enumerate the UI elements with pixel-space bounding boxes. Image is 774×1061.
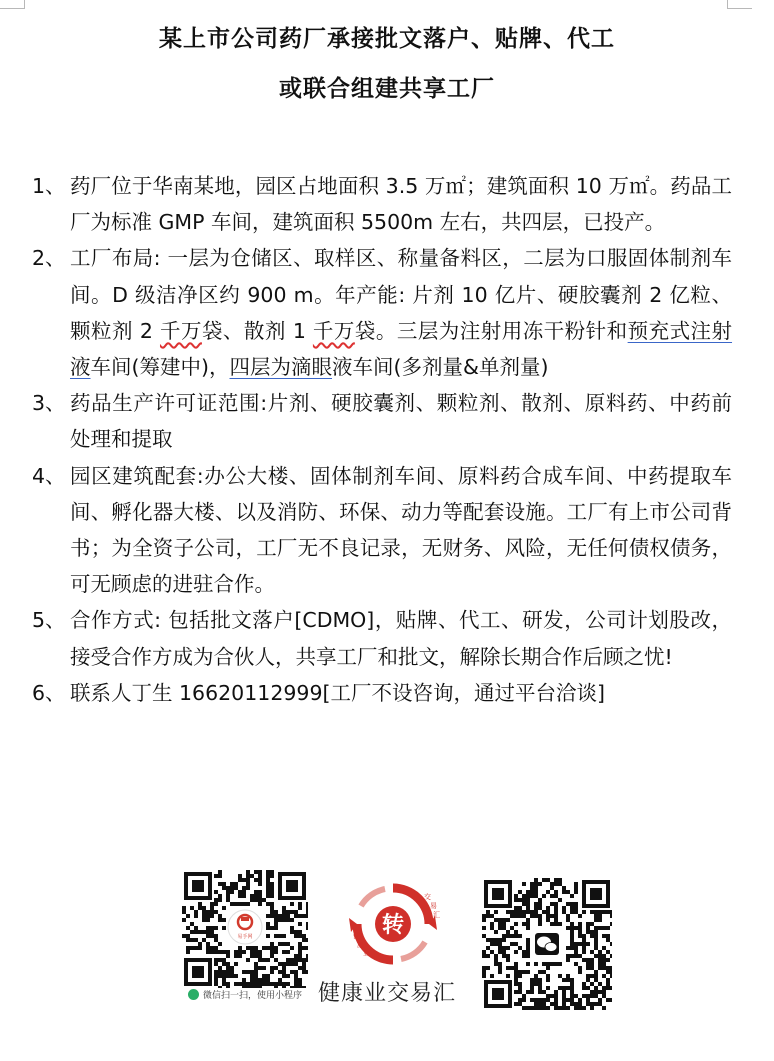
logo-graphic: [345, 880, 441, 972]
spellcheck-underlined-text: 千万: [159, 318, 202, 343]
item-text: 药品生产许可证范围:片剂、硬胶囊剂、颗粒剂、散剂、原料药、中药前处理和提取: [70, 391, 732, 452]
list-item: [32, 675, 732, 711]
logo-ring-word: 康: [357, 941, 364, 949]
qr-code-graphic: [482, 878, 612, 1010]
logo-ring-word: 汇: [433, 911, 440, 919]
qr-code-graphic: [182, 870, 308, 988]
logo-ring-word: 易: [430, 902, 437, 910]
item-number: 4、: [32, 463, 66, 488]
item-text: 联系人丁生 16620112999[工厂不设咨询，通过平台洽谈]: [70, 680, 605, 705]
item-number: 6、: [32, 680, 66, 705]
item-number: 1、: [32, 174, 66, 198]
page-corner-mark-right: [727, 0, 752, 9]
list-item: [32, 168, 732, 240]
item-text: 药厂位于华南某地，园区占地面积 3.5 万㎡；建筑面积 10 万㎡。药品工厂为标准 GMP 车间，建筑面积 5500m 左右，共四层，已投产。: [70, 174, 732, 235]
text-segment: 袋、散剂 1: [201, 318, 313, 343]
spellcheck-underlined-text: 千万: [312, 318, 355, 343]
text-segment: 工厂布局: 一层为仓储区、取样区、称量备料区，二层为口服固体制剂车间。D 级洁净区约 900 m。年产能: 片剂 10 亿片、硬胶囊剂 2 亿粒、颗粒剂 2: [70, 246, 732, 343]
logo-ring-word: 健: [353, 932, 360, 940]
item-text: [70, 240, 732, 385]
item-text: 园区建筑配套:办公大楼、固体制剂车间、原料药合成车间、中药提取车间、孵化器大楼、以及消防、环保、动力等配套设施。工厂有上市公司背书；为全资子公司，工厂无不良记录，无财务、风险，无任何债权债务，可无顾虑的进驻合作。: [70, 463, 732, 597]
text-segment: 液车间(多剂量&单剂量): [332, 355, 549, 380]
list-item: [32, 458, 732, 603]
miniprogram-caption: [188, 988, 302, 1001]
logo-center-char: 转: [381, 913, 405, 938]
text-segment: 袋。三层为注射用冻干粉针和: [354, 318, 628, 343]
title-line-2: 或联合组建共享工厂: [279, 76, 495, 102]
info-list: [32, 168, 732, 711]
item-number: 2、: [32, 246, 66, 271]
text-segment: 车间(筹建中)，: [90, 355, 230, 380]
logo-name: 健康业交易汇: [318, 981, 457, 1006]
wechat-miniprogram-icon: [188, 989, 199, 1000]
page-corner-mark-left: [0, 0, 25, 9]
list-item: [32, 385, 732, 457]
mini-code-label: 易手网: [237, 934, 253, 940]
item-text: 合作方式: 包括批文落户[CDMO]，贴牌、代工、研发，公司计划股改，接受合作方成为合伙人，共享工厂和批文，解除长期合作后顾之忧!: [70, 608, 732, 669]
list-item: [32, 240, 732, 385]
miniprogram-qr-code[interactable]: [182, 870, 308, 988]
caption-text: 微信扫一扫，使用小程序: [203, 991, 303, 1001]
grammar-underlined-text: 四层为滴眼: [229, 355, 332, 380]
wechat-qr-code[interactable]: [482, 878, 612, 1010]
logo-ring-word: 交: [424, 893, 431, 901]
list-item: [32, 602, 732, 674]
grammar-underlined-text: 预充式注射液: [70, 318, 733, 380]
brand-logo: [345, 880, 441, 972]
item-number: 5、: [32, 608, 66, 633]
logo-ring-word: 业: [363, 949, 370, 957]
item-number: 3、: [32, 391, 66, 416]
title-line-1: 某上市公司药厂承接批文落户、贴牌、代工: [159, 26, 615, 52]
